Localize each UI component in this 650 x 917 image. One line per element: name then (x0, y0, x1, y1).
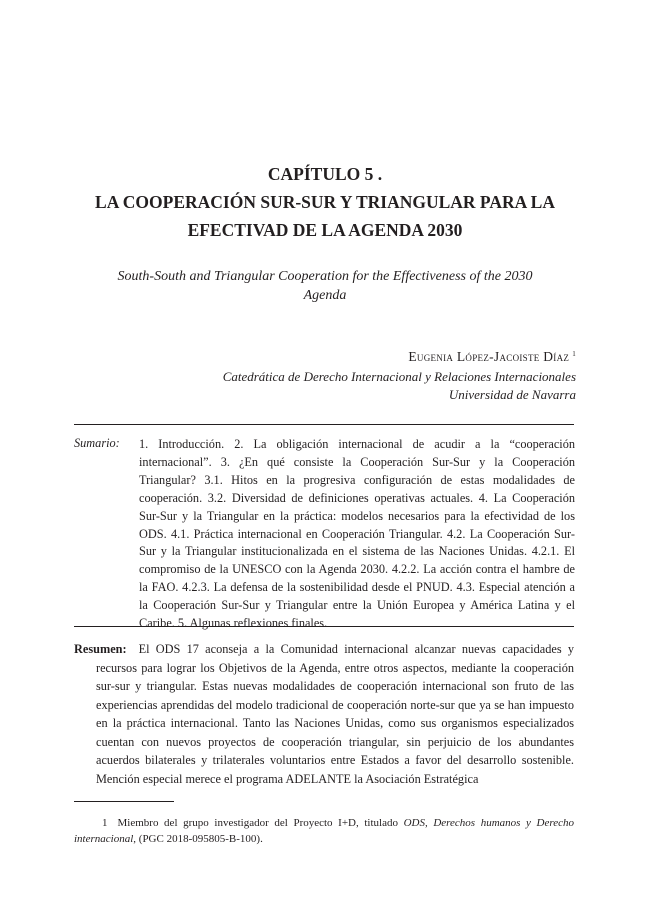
abstract-label: Resumen: (74, 642, 127, 656)
footnote-number: 1 (102, 817, 108, 829)
abstract-text: El ODS 17 aconseja a la Comunidad internacional alcanzar nuevas capacidades y recursos para lograr los Objetivos de la Agenda, entre otros aspectos, mediante la cooperación sur-sur y triangular. Estas nuevas modalidades de cooperación internacional son fruto de las experiencias aprendidas del modelo tradicional de cooperación norte-sur que ya se han impuesto en la práctica internacional. Tanto las Naciones Unidas, como sus organismos especializados cuentan con nuevos proyectos de cooperación triangular, sin perjuicio de los abundantes acuerdos bilaterales y trilaterales voluntarios entre Estados a favor del desarrollo sostenible. Mención especial merece el programa ADELANTE la Asociación Estratégica (96, 642, 574, 786)
summary-text: 1. Introducción. 2. La obligación internacional de acudir a la “cooperación internacional”. 3. ¿En qué consiste la Cooperación Sur-Sur y la Cooperación Triangular? 3.1. Hitos en la progresiva configuración de estas modalidades de cooperación. 3.2. Diversidad de definiciones operativas actuales. 4. La Cooperación Sur-Sur y la Triangular en la práctica: modelos necesarios para la efectividad de los ODS. 4.1. Práctica internacional en Cooperación Triangular. 4.2. La Cooperación Sur-Sur y la Triangular institucionalizada en el sistema de las Naciones Unidas. 4.2.1. El compromiso de la UNESCO con la Agenda 2030. 4.2.2. La acción contra el hambre de la FAO. 4.2.3. La defensa de la sostenibilidad desde el PNUD. 4.3. Especial atención a la Cooperación Sur-Sur y Triangular entre la Unión Europea y América Latina y el Caribe. 5. Algunas reflexiones finales. (139, 437, 575, 631)
summary-bottom-divider (74, 626, 574, 627)
author-name-text: Eugenia López-Jacoiste Díaz (408, 349, 570, 364)
footnote-title-italic: ODS, Derechos humanos y Derecho internacional (74, 817, 575, 845)
summary-label: Sumario: (74, 436, 120, 450)
author-name (408, 349, 576, 365)
abstract-paragraph (74, 640, 574, 788)
author-position: Catedrática de Derecho Internacional y Relaciones Internacionales (222, 369, 576, 384)
english-title-line-1: South-South and Triangular Cooperation for the Effectiveness of the 2030 (117, 269, 533, 284)
chapter-title-line-1: LA COOPERACIÓN SUR-SUR Y TRIANGULAR PARA LA (95, 192, 555, 212)
footnote-divider (74, 801, 174, 802)
author-footnote-marker[interactable]: 1 (572, 349, 576, 358)
chapter-number: CAPÍTULO 5 . (267, 164, 383, 184)
english-title-line-2: Agenda (303, 288, 347, 303)
footnote-text-before: Miembro del grupo investigador del Proyecto I+D, titulado (117, 817, 404, 829)
chapter-title-line-2: EFECTIVAD DE LA AGENDA 2030 (187, 220, 463, 240)
footnote-text-after: , (PGC 2018-095805-B-100). (133, 833, 263, 845)
footnote (74, 815, 574, 847)
summary-top-divider (74, 424, 574, 425)
author-institution: Universidad de Navarra (448, 387, 576, 402)
